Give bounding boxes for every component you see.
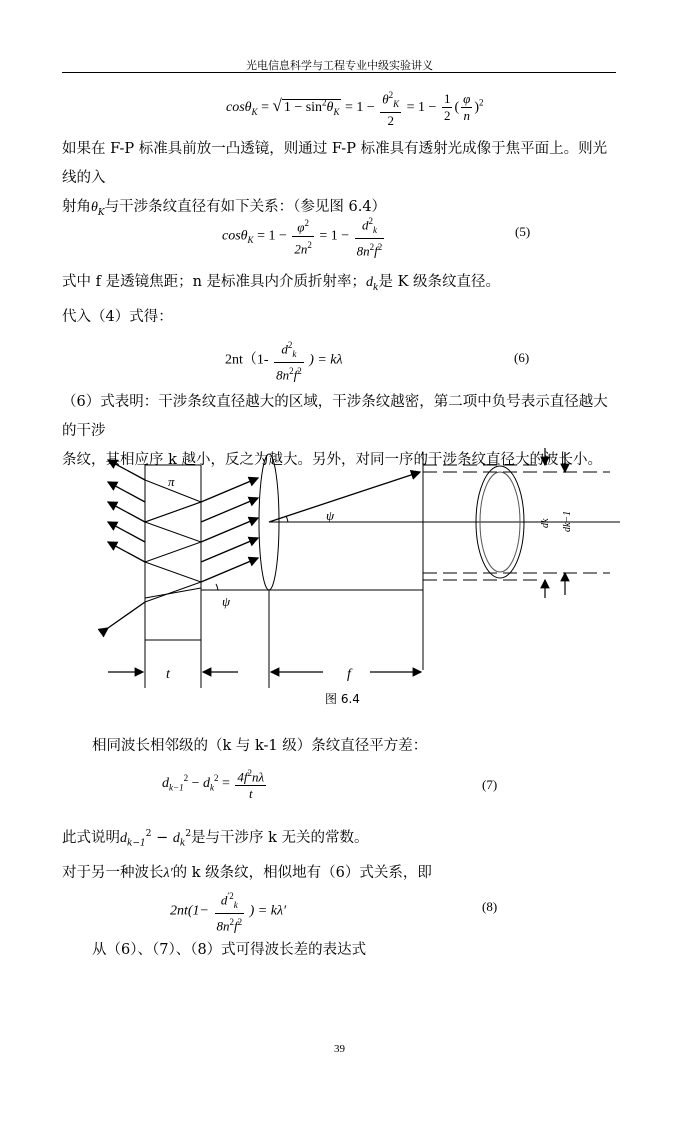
running-header: 光电信息科学与工程专业中级实验讲义 [246,59,433,72]
equation-cos-theta [226,87,484,129]
equation-5: cosθ$_K$ = 1 − $\frac{\varphi^2}{2n^2}$ = 1 − $\frac{d^2_k}{8n^2f^2}$ [222,213,386,259]
focused-ray [269,472,420,522]
transmitted-ray [201,478,258,502]
label-dk-minus-1: dk−1 [562,510,573,532]
equation-7: $d_{k-1}^2 - d_k^2$ = $\frac{4f^2n\lambda}{t}$ [162,765,268,802]
eq-top-frac1: $\frac{\theta^2_K}{2}$ [380,87,401,129]
label-dk: dk [540,518,551,528]
reflected-ray [108,460,145,480]
label-pi: π [168,474,175,489]
paragraph-line: 条纹，其相应序 k 越小，反之为越大。另外，对同一序的干涉条纹直径大的波长小。 [62,452,603,468]
label-psi-etalon: ψ [222,594,231,609]
figure-fp-etalon-diagram [0,440,679,710]
paragraph-line: 对于另一种波长λ′的 k 级条纹，相似地有（6）式关系，即 [62,864,432,881]
label-f: f [347,667,351,682]
equation-8: 2nt(1− $\frac{d^{'2}_k}{8n^2f^2}$ ) = kλ′ [170,888,286,934]
eq-top-paren: ( $\frac{\varphi}{n}$ )$^2$ [454,91,484,124]
eq-top-lhs: cosθ [226,100,252,116]
paragraph-line: 如果在 F-P 标准具前放一凸透镜，则通过 F-P 标准具有透射光成像于焦平面上。则光线的入 [62,141,608,186]
reflected-ray [108,542,145,562]
label-t: t [166,667,170,682]
paragraph-adjacent-orders: 相同波长相邻级的（k 与 k-1 级）条纹直径平方差： [92,738,428,754]
paragraph-line: 射角$\theta_K$与干涉条纹直径有如下关系：（参见图 6.4） [62,199,387,218]
sqrt-radicand: $1 - \sin^2\theta_K$ [283,97,340,117]
header-rule [62,72,616,73]
figure-caption: 图 6.4 [325,692,360,706]
equation-number-7: (7) [482,777,498,792]
transmitted-ray [201,538,258,562]
eq-top-equals: = [261,100,269,116]
transmitted-ray [201,498,258,522]
equation-number-5: (5) [515,224,531,239]
paragraph-line: 代入（4）式得： [62,308,173,325]
equation-number-6: (6) [514,350,530,365]
eq-top-lhs-sub: K [251,106,258,117]
paragraph-wavelength-diff: 从（6）、（7）、（8）式可得波长差的表达式 [92,942,367,958]
paragraph-focal-definition [62,268,618,332]
eq-top-rhs1: = 1 − [344,100,375,116]
eq-top-frac2: $\frac{1}{2}$ [443,91,451,124]
eq-top-rhs2: = 1 − [406,100,437,116]
page-number: 39 [334,1043,345,1055]
reflected-ray [108,482,145,502]
sqrt-sign: √ [272,96,282,116]
paragraph-line: 此式说明$d_{k-1}^2 - d_k^2$是与干涉序 k 无关的常数。 [62,829,369,849]
paragraph-line: 式中 f 是透镜焦距；n 是标准具内介质折射率；$d_k$是 K 级条纹直径。 [62,274,501,293]
label-psi-lens: ψ [326,508,335,523]
reflected-ray [108,522,145,542]
reflected-ray [108,502,145,522]
paragraph-constant-note [62,820,618,888]
equation-number-8: (8) [482,899,498,914]
transmitted-ray [201,518,258,542]
paragraph-line: （6）式表明：干涉条纹直径越大的区域，干涉条纹越密，第二项中负号表示直径越大的干涉 [62,394,608,439]
incident-ray [108,602,145,628]
equation-6: 2nt（1- $\frac{d^2_k}{8n^2f^2}$ ) = kλ [225,337,343,383]
reflection-zigzag [145,480,201,602]
transmitted-ray [201,558,258,582]
